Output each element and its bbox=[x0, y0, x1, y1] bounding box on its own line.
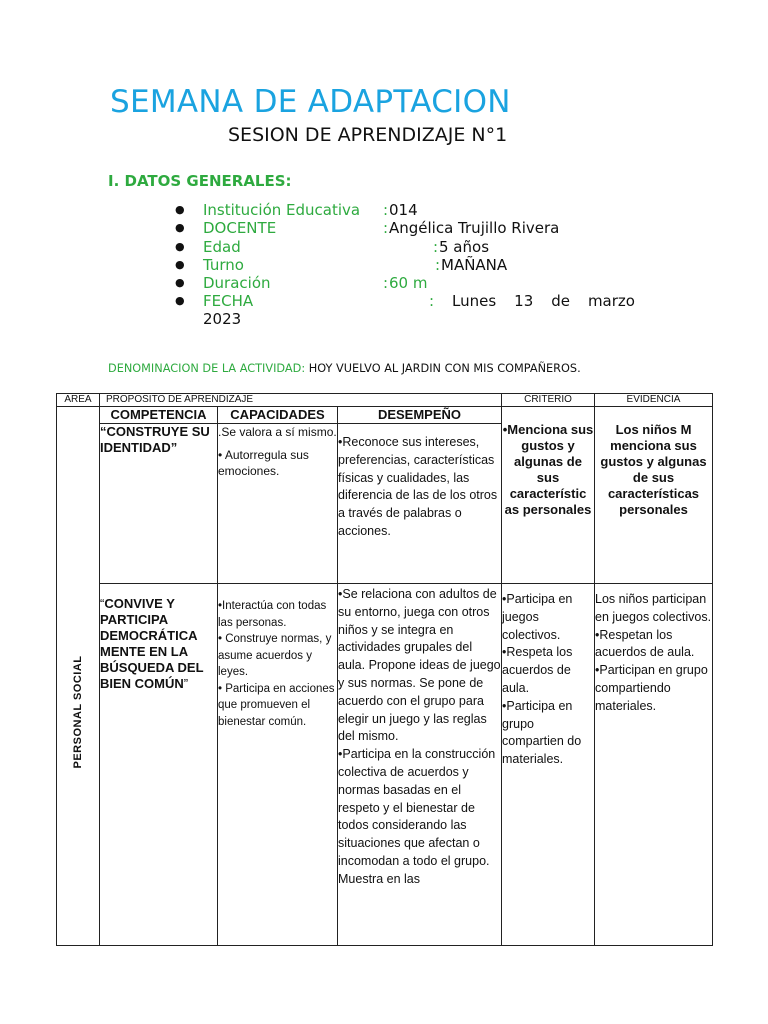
competencia-text bbox=[100, 596, 217, 692]
criterio-item: •Participa en grupo compartien do materiales. bbox=[502, 698, 582, 767]
bullet-icon: ● bbox=[175, 257, 185, 271]
fecha-label: FECHA bbox=[203, 292, 254, 311]
docente-colon: : bbox=[383, 219, 389, 238]
list-item-duracion bbox=[175, 274, 635, 292]
edad-label: Edad bbox=[203, 237, 241, 256]
institucion-colon: : bbox=[383, 201, 389, 219]
area-cell bbox=[57, 407, 100, 946]
criterio-cell-1 bbox=[502, 407, 595, 584]
subheader-desempeno: DESEMPEÑO bbox=[338, 407, 502, 424]
table-header-row bbox=[57, 394, 713, 407]
fecha-value bbox=[429, 292, 635, 310]
evidencia-cell-2 bbox=[595, 584, 713, 946]
bullet-icon: ● bbox=[175, 239, 185, 253]
edad-colon: : bbox=[433, 237, 439, 256]
activity-value: HOY VUELVO AL JARDIN CON MIS COMPAÑEROS. bbox=[305, 362, 581, 375]
evidencia-item: •Participan en grupo compartiendo materiales. bbox=[595, 663, 708, 713]
table-row bbox=[57, 584, 713, 946]
area-label: PERSONAL SOCIAL bbox=[72, 655, 84, 769]
list-item-edad bbox=[175, 238, 635, 256]
criterio-cell-2 bbox=[502, 584, 595, 946]
bullet-icon: ● bbox=[175, 221, 185, 235]
table-subheader-row bbox=[57, 407, 713, 424]
institucion-label: Institución Educativa bbox=[203, 201, 361, 219]
fecha-year: 2023 bbox=[203, 310, 242, 329]
turno-colon: : bbox=[435, 255, 441, 274]
fecha-word: 13 bbox=[514, 292, 534, 311]
bullet-icon: ● bbox=[175, 276, 185, 290]
duracion-value: 60 m bbox=[389, 274, 428, 293]
capacidad-item: •Interactúa con todas las personas. bbox=[218, 600, 327, 629]
activity-name bbox=[108, 362, 581, 375]
header-area: AREA bbox=[57, 394, 100, 407]
subheader-capacidades: CAPACIDADES bbox=[218, 407, 338, 424]
desempeno-cell-1 bbox=[338, 424, 502, 584]
criterio-text: •Menciona sus gustos y algunas de sus característic as personales bbox=[502, 422, 594, 517]
docente-label: DOCENTE bbox=[203, 219, 277, 238]
capacidad-item: • Autorregula sus emociones. bbox=[218, 447, 309, 478]
competencia-cell-1 bbox=[100, 424, 218, 584]
learning-table bbox=[56, 393, 713, 946]
institucion-value: 014 bbox=[389, 201, 418, 219]
document-title: SEMANA DE ADAPTACION bbox=[110, 84, 511, 120]
edad-value: 5 años bbox=[439, 237, 490, 256]
subheader-competencia: COMPETENCIA bbox=[100, 407, 218, 424]
capacidad-item: .Se valora a sí mismo. bbox=[218, 425, 337, 439]
turno-value: MAÑANA bbox=[441, 255, 508, 274]
activity-label: DENOMINACION DE LA ACTIVIDAD: bbox=[108, 362, 306, 375]
list-item-turno bbox=[175, 256, 635, 274]
capacidad-item: • Construye normas, y asume acuerdos y leyes. bbox=[218, 633, 332, 678]
quote-open: “ bbox=[100, 596, 105, 611]
competencia-cell-2 bbox=[100, 584, 218, 946]
list-item-docente bbox=[175, 219, 635, 237]
docente-value: Angélica Trujillo Rivera bbox=[389, 219, 560, 238]
evidencia-item: Los niños participan en juegos colectivos. bbox=[595, 592, 712, 624]
desempeno-item: •Se relaciona con adultos de su entorno, juega con otros niños y se integra en actividades grupales del aula. Propone ideas de juego y sus normas. Se pone de acuerdo con el grupo para elegir un juego y las reglas del mismo. bbox=[338, 587, 501, 744]
duracion-colon: : bbox=[383, 274, 389, 293]
desempeno-item: •Participa en la construcción colectiva de acuerdos y normas basadas en el respeto y el bienestar de todos considerando las situaciones que afectan o incomodan a todo el grupo. Muestra en las bbox=[338, 747, 496, 886]
capacidad-item: • Participa en acciones que promueven el bienestar común. bbox=[218, 682, 335, 728]
turno-label: Turno bbox=[203, 255, 244, 274]
header-evidencia: EVIDENCIA bbox=[595, 394, 713, 407]
evidencia-text: Los niños M menciona sus gustos y algunas de sus características personales bbox=[600, 422, 707, 517]
capacidades-cell-1 bbox=[218, 424, 338, 584]
evidencia-cell-1 bbox=[595, 407, 713, 584]
criterio-item: •Respeta los acuerdos de aula. bbox=[502, 645, 573, 695]
quote-close: ” bbox=[183, 676, 189, 691]
header-proposito: PROPOSITO DE APRENDIZAJE bbox=[100, 394, 502, 407]
desempeno-cell-2 bbox=[338, 584, 502, 946]
competencia-text: “CONSTRUYE SU IDENTIDAD” bbox=[100, 424, 210, 455]
list-item-institucion bbox=[175, 201, 635, 219]
general-data-list bbox=[175, 201, 635, 328]
desempeno-text bbox=[338, 586, 501, 938]
competencia-name: CONVIVE Y PARTICIPA DEMOCRÁTICA MENTE EN LA BÚSQUEDA DEL BIEN COMÚN bbox=[100, 596, 204, 691]
bullet-icon: ● bbox=[175, 203, 185, 216]
evidencia-item: •Respetan los acuerdos de aula. bbox=[595, 627, 695, 660]
criterio-item: •Participa en juegos colectivos. bbox=[502, 592, 573, 642]
fecha-colon: : bbox=[429, 292, 435, 311]
header-criterio: CRITERIO bbox=[502, 394, 595, 407]
desempeno-text: •Reconoce sus intereses, preferencias, características físicas y cualidades, las diferencia de las de los otros a través de palabras o acciones. bbox=[338, 435, 498, 538]
session-subtitle: SESION DE APRENDIZAJE N°1 bbox=[228, 124, 508, 146]
section-heading: I. DATOS GENERALES: bbox=[108, 172, 292, 190]
capacidades-cell-2 bbox=[218, 584, 338, 946]
fecha-word: Lunes bbox=[452, 292, 497, 311]
bullet-icon: ● bbox=[175, 294, 185, 308]
fecha-word: marzo bbox=[587, 292, 635, 311]
fecha-word: de bbox=[551, 292, 570, 311]
list-item-fecha bbox=[175, 292, 635, 328]
duracion-label: Duración bbox=[203, 274, 271, 293]
